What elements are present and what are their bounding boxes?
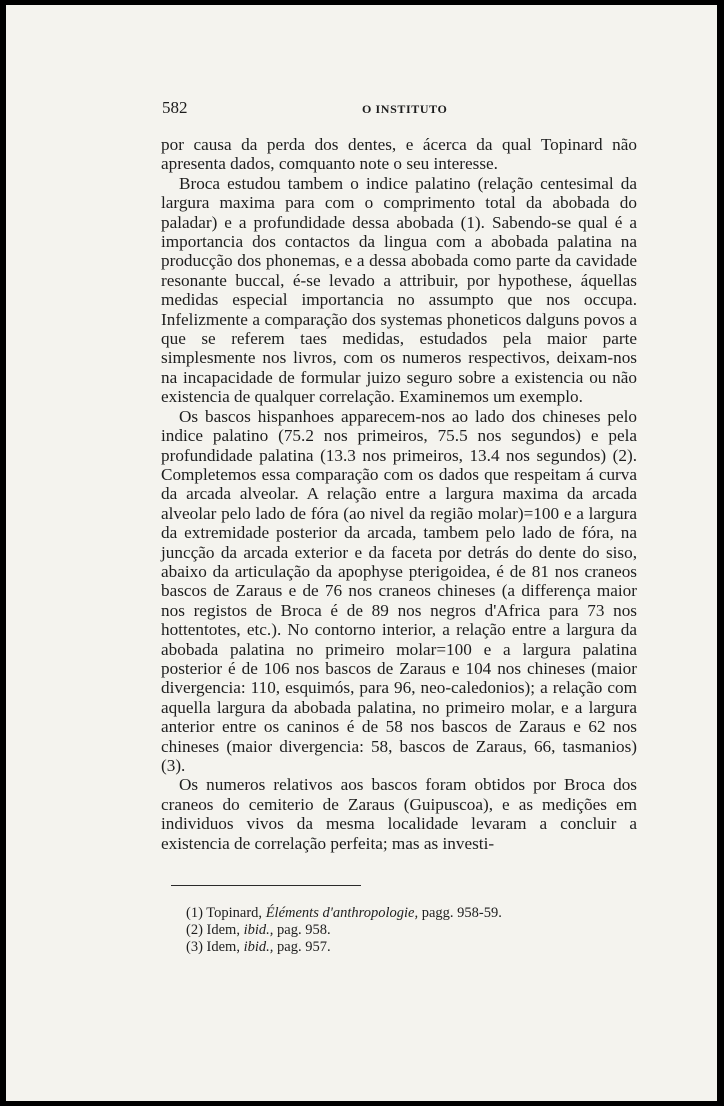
- footnote-author: Topinard,: [206, 905, 263, 921]
- paragraph: por causa da perda dos dentes, e ácerca da qual Topinard não apresenta dados, comquanto note o seu interesse.: [161, 135, 637, 174]
- paragraph: Os bascos hispanhoes apparecem-nos ao lado dos chineses pelo indice palatino (75.2 nos primeiros, 75.5 nos segundos) e pela profundidade palatina (13.3 nos primeiros, 13.4 nos segundos) (2). Completemos essa comparação com os dados que respeitam á curva da arcada alveolar. A relação entre a largura maxima da arcada alveolar pelo lado de fóra (ao nivel da região molar)=100 e a largura da extremidade posterior da arcada, tambem pelo lado de fóra, na juncção da arcada exterior e da faceta por detrás do dente do siso, abaixo da articulação da apophyse pterigoidea, é de 81 nos craneos bascos de Zaraus e de 76 nos craneos chineses (a differença maior nos registos de Broca é de 89 nos negros d'Africa para 73 nos hottentotes, etc.). No contorno interior, a relação entre a largura da abobada palatina no primeiro molar=100 e a largura palatina posterior é de 106 nos bascos de Zaraus e 104 nos chineses (maior divergencia: 110, esquimós, para 96, neo-caledonios); a relação com aquella largura da abobada palatina, no primeiro molar, e a largura anterior entre os caninos é de 58 nos bascos de Zaraus e 62 nos chineses (maior divergencia: 58, bascos de Zaraus, 66, tasmanios) (3).: [161, 406, 637, 775]
- paragraph: Broca estudou tambem o indice palatino (relação centesimal da largura maxima para com o comprimento total da abobada do paladar) e a profundidade dessa abobada (1). Sabendo-se qual é a importancia dos contactos da lingua com a abobada palatina na producção dos phonemas, e a dessa abobada como parte da cavidade resonante buccal, é-se levado a attribuir, por hypothese, áquellas medidas especial importancia no assumpto que nos occupa. Infelizmente a comparação dos systemas phoneticos dalguns povos a que se referem taes medidas, estudados pela maior parte simplesmente nos livros, com os numeros respectivos, deixam-nos na incapacidade de formular juizo seguro sobre a existencia ou não existencia de qualquer correlação. Examinemos um exemplo.: [161, 173, 637, 407]
- footnote-pages: pag. 958.: [277, 922, 331, 938]
- footnote-title: ibid.,: [243, 939, 274, 955]
- footnote-author: Idem,: [206, 922, 240, 938]
- footnote: [186, 939, 626, 956]
- body-text: [161, 135, 637, 853]
- footnote-title: Éléments d'anthropologie,: [265, 905, 419, 921]
- footnote-pages: pagg. 958-59.: [421, 905, 502, 921]
- book-page: [6, 5, 717, 1101]
- footnotes: [186, 905, 626, 956]
- footnote-marker: (1): [186, 905, 203, 921]
- running-title: O INSTITUTO: [362, 102, 448, 116]
- footnote-marker: (2): [186, 922, 203, 938]
- footnote-author: Idem,: [206, 939, 240, 955]
- footnote-divider: [171, 885, 361, 886]
- paragraph: Os numeros relativos aos bascos foram obtidos por Broca dos craneos do cemiterio de Zaraus (Guipuscoa), e as medições em individuos vivos da mesma localidade levaram a concluir a existencia de correlação perfeita; mas as investi-: [161, 775, 637, 853]
- page-number: 582: [162, 98, 188, 117]
- footnote-marker: (3): [186, 939, 203, 955]
- footnote-title: ibid.,: [243, 922, 274, 938]
- footnote: [186, 905, 626, 922]
- footnote-pages: pag. 957.: [277, 939, 331, 955]
- footnote: [186, 922, 626, 939]
